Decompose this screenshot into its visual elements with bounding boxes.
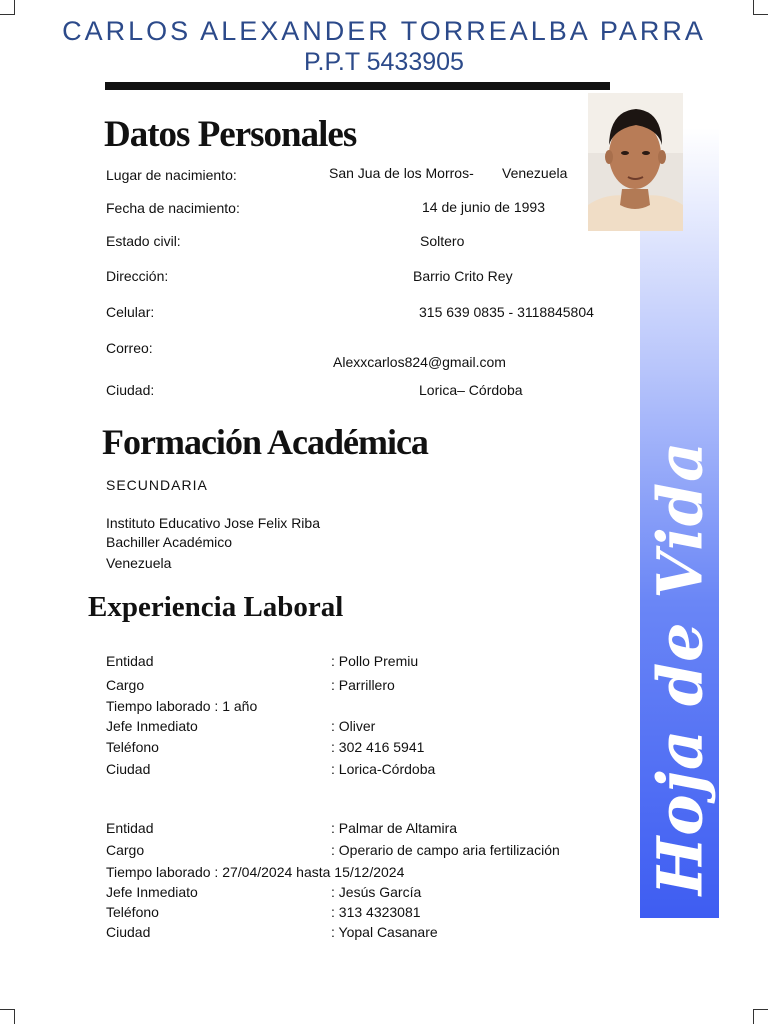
- education-level: SECUNDARIA: [106, 477, 208, 493]
- value-phone: 315 639 0835 - 3118845804: [419, 304, 594, 320]
- profile-photo: [588, 93, 683, 231]
- crop-mark-top-right: [753, 0, 768, 15]
- education-country: Venezuela: [106, 555, 172, 571]
- job2-position-label: Cargo: [106, 842, 145, 858]
- crop-mark-bottom-right: [753, 1009, 768, 1024]
- job1-supervisor: : Oliver: [331, 718, 376, 734]
- side-band-title: Hoja de Vida: [643, 440, 717, 896]
- job1-phone: : 302 416 5941: [331, 739, 425, 755]
- label-birthplace: Lugar de nacimiento:: [106, 167, 237, 183]
- job1-supervisor-label: Jefe Inmediato: [106, 718, 198, 734]
- label-birthdate: Fecha de nacimiento:: [106, 200, 240, 216]
- ppt-number: P.P.T 5433905: [304, 48, 464, 76]
- job2-phone-label: Teléfono: [106, 904, 159, 920]
- job1-city: : Lorica-Córdoba: [331, 761, 436, 777]
- value-city: Lorica– Córdoba: [419, 382, 523, 398]
- value-birthdate: 14 de junio de 1993: [422, 199, 545, 215]
- job2-phone: : 313 4323081: [331, 904, 421, 920]
- section-title-education: Formación Académica: [102, 422, 428, 462]
- job1-position: : Parrillero: [331, 677, 395, 693]
- job2-city-label: Ciudad: [106, 924, 151, 940]
- label-phone: Celular:: [106, 304, 155, 320]
- job1-entity-label: Entidad: [106, 653, 154, 669]
- label-marital-status: Estado civil:: [106, 233, 181, 249]
- label-city: Ciudad:: [106, 382, 155, 398]
- job2-entity-label: Entidad: [106, 820, 154, 836]
- value-marital-status: Soltero: [420, 233, 465, 249]
- section-title-personal: Datos Personales: [104, 114, 357, 155]
- crop-mark-bottom-left: [0, 1009, 15, 1024]
- job1-phone-label: Teléfono: [106, 739, 159, 755]
- job1-position-label: Cargo: [106, 677, 145, 693]
- job2-position: : Operario de campo aria fertilización: [331, 842, 560, 858]
- job2-entity: : Palmar de Altamira: [331, 820, 458, 836]
- job1-duration: Tiempo laborado : 1 año: [106, 698, 258, 714]
- value-email: Alexxcarlos824@gmail.com: [333, 354, 506, 370]
- job1-entity: : Pollo Premiu: [331, 653, 419, 669]
- applicant-name: CARLOS ALEXANDER TORREALBA PARRA: [62, 16, 706, 46]
- education-degree: Bachiller Académico: [106, 534, 233, 550]
- crop-mark-top-left: [0, 0, 15, 15]
- value-address: Barrio Crito Rey: [413, 268, 513, 284]
- job2-supervisor: : Jesús García: [331, 884, 422, 900]
- value-birthplace: San Jua de los Morros-: [329, 165, 474, 181]
- label-email: Correo:: [106, 340, 153, 356]
- section-title-experience: Experiencia Laboral: [88, 591, 344, 623]
- job1-city-label: Ciudad: [106, 761, 151, 777]
- education-institution: Instituto Educativo Jose Felix Riba: [106, 515, 320, 531]
- value-birthplace-country: Venezuela: [502, 165, 568, 181]
- label-address: Dirección:: [106, 268, 169, 284]
- job2-city: : Yopal Casanare: [331, 924, 438, 940]
- job2-duration: Tiempo laborado : 27/04/2024 hasta 15/12/2024: [106, 864, 405, 880]
- job2-supervisor-label: Jefe Inmediato: [106, 884, 198, 900]
- header-divider: [105, 82, 610, 90]
